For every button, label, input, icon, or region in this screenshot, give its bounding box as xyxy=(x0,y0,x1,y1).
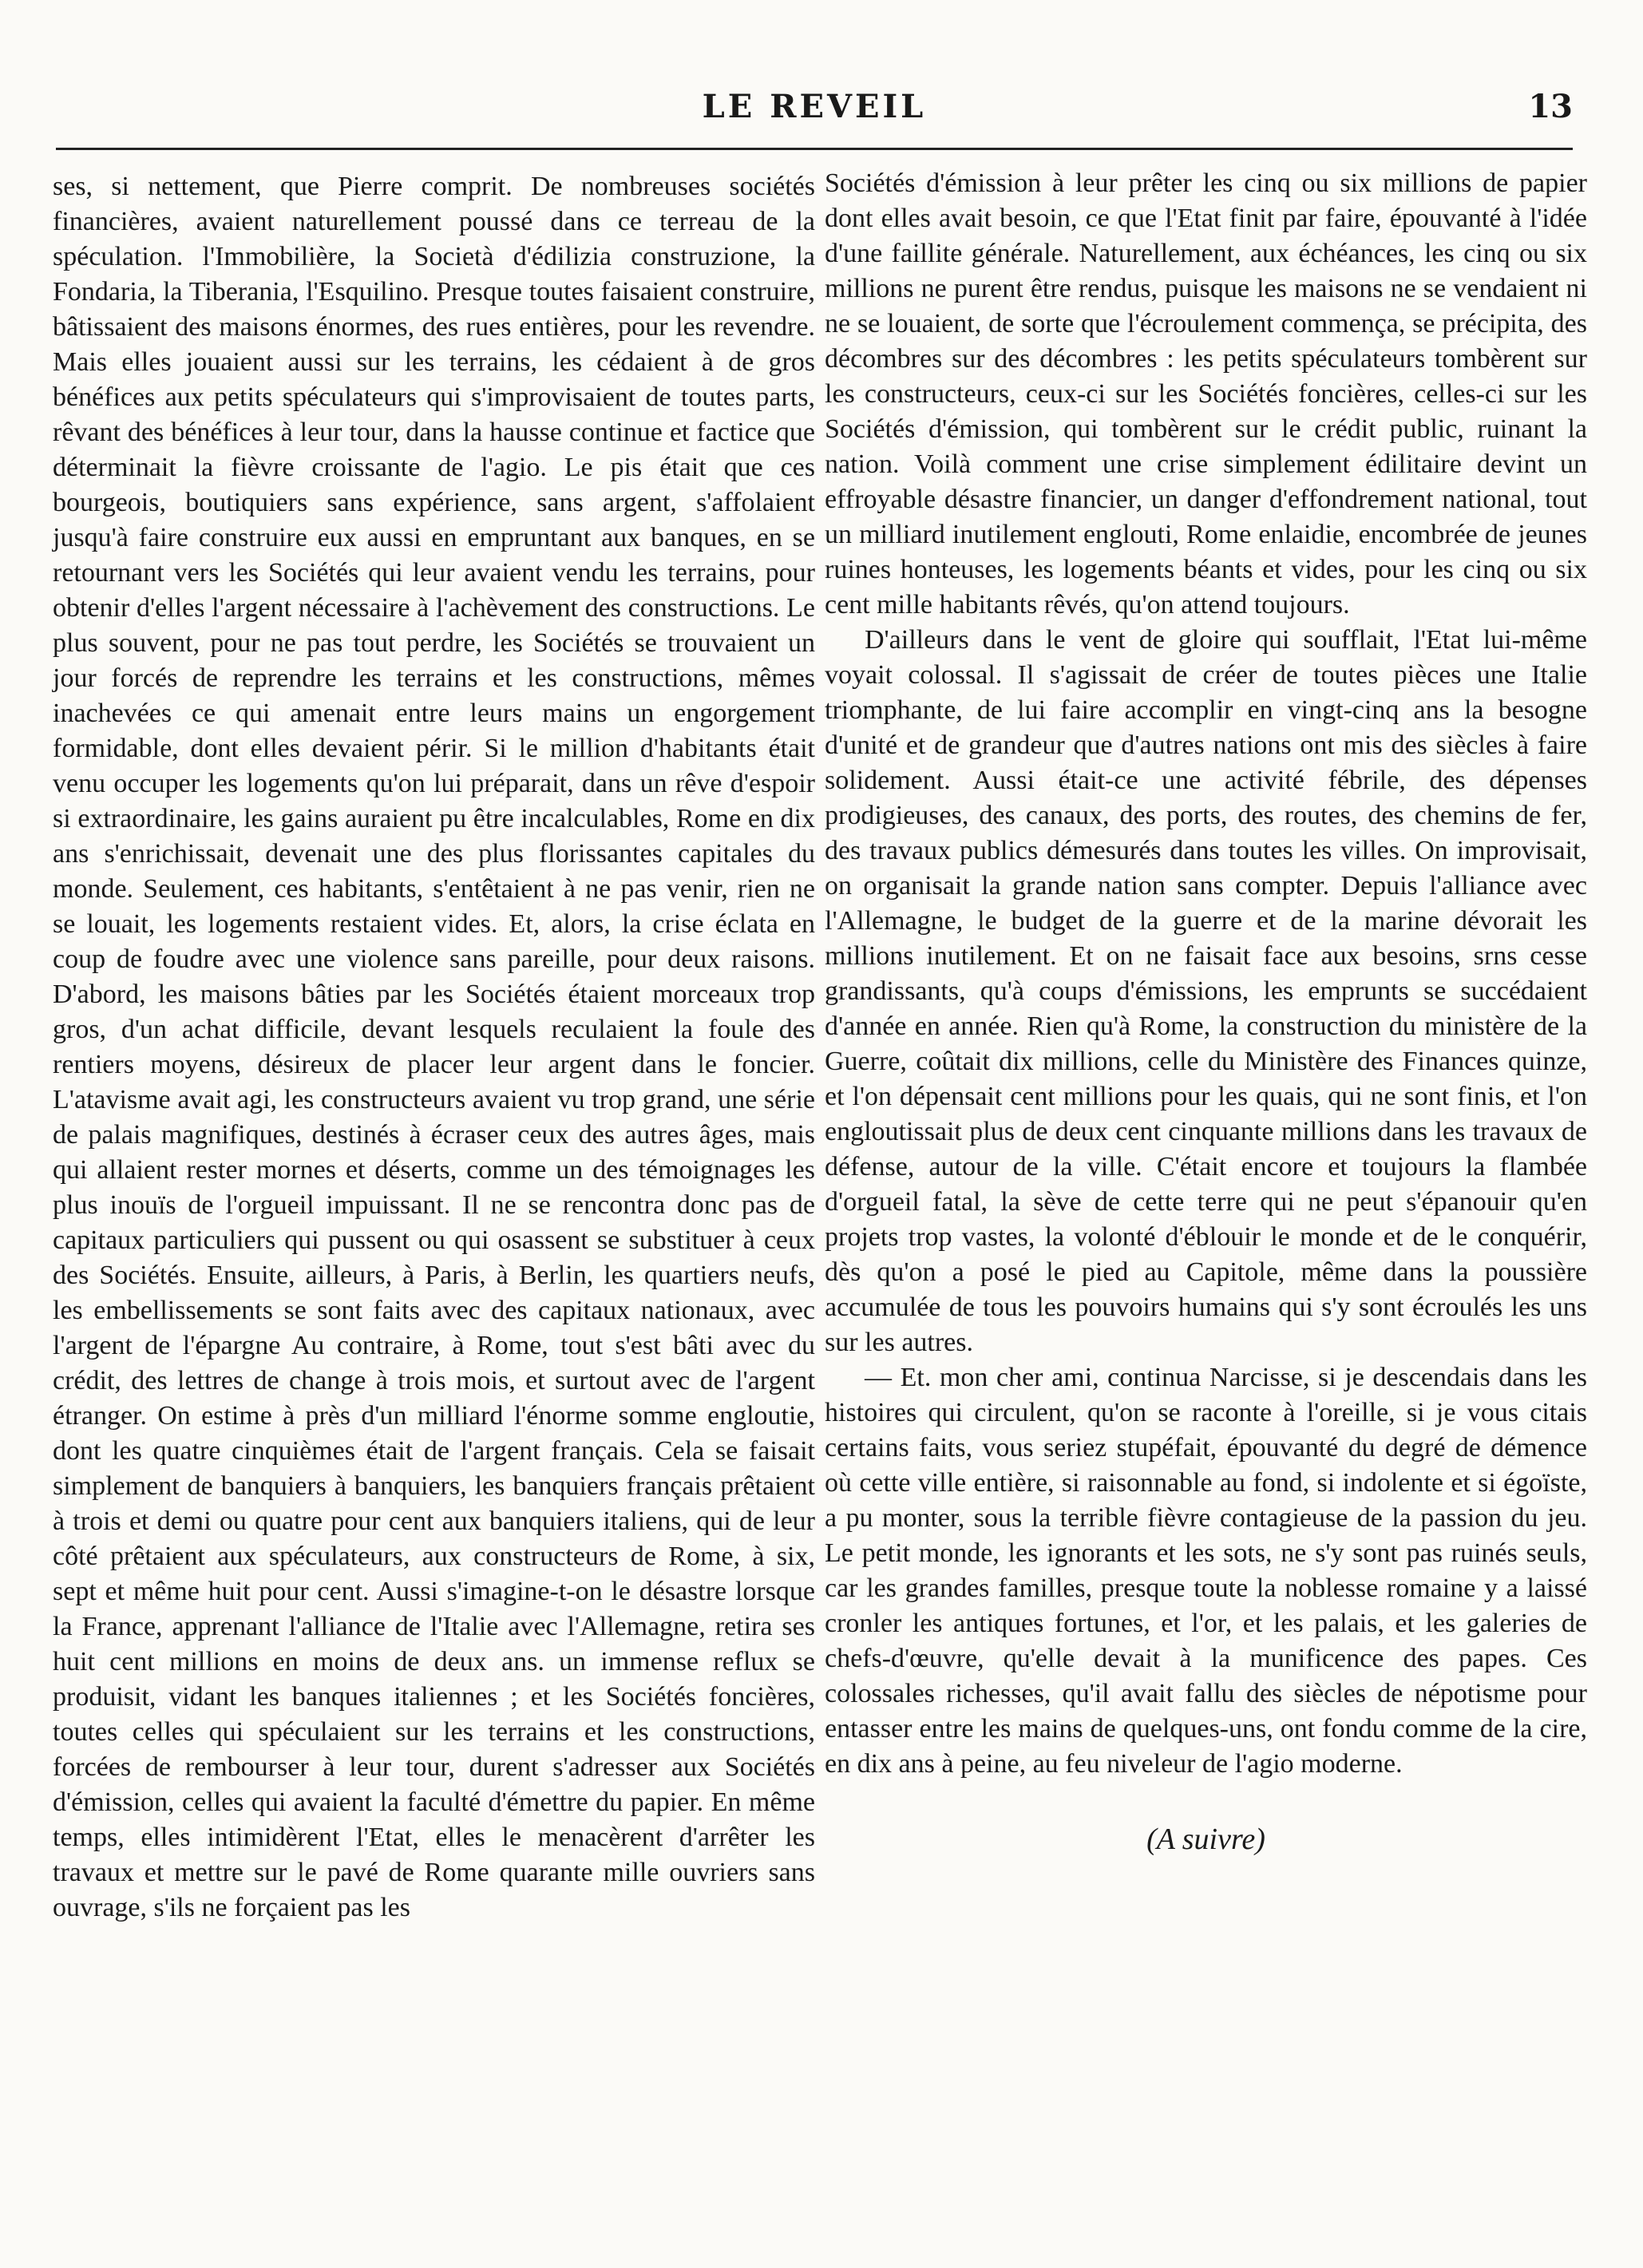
paragraph: Sociétés d'émission à leur prêter les cinq ou six millions de papier dont elles avait besoin, ce que l'Etat finit par faire, épouvanté à l'idée d'une faillite générale. Naturellement, aux échéances, les cinq ou six millions ne purent être rendus, puisque les maisons ne se vendaient ni ne se louaient, de sorte que l'écroulement commença, se précipita, des décombres sur des décombres : les petits spéculateurs tombèrent sur les constructeurs, ceux-ci sur les Sociétés foncières, celles-ci sur les Sociétés d'émission, qui tombèrent sur le crédit public, ruinant la nation. Voilà comment une crise simplement édilitaire devint un effroyable désastre financier, un danger d'effondrement national, tout un milliard inutilement englouti, Rome enlaidie, encombrée de jeunes ruines honteuses, les logements béants et vides, pour les cinq ou six cent mille habitants rêvés, qu'on attend toujours. xyxy=(825,168,1587,619)
text-column-right xyxy=(825,166,1587,1857)
page-header xyxy=(56,88,1573,145)
paragraph: ses, si nettement, que Pierre comprit. De nombreuses sociétés financières, avaient naturellement poussé dans ce terreau de la spéculation. l'Immobilière, la Società d'édilizia construzione, la Fondaria, la Tiberania, l'Esquilino. Presque toutes faisaient construire, bâtissaient des maisons énormes, des rues entières, pour les revendre. Mais elles jouaient aussi sur les terrains, les cédaient à de gros bénéfices aux petits spéculateurs qui s'improvisaient de toutes parts, rêvant des bénéfices à leur tour, dans la hausse continue et factice que déterminait la fièvre croissante de l'agio. Le pis était que ces bourgeois, boutiquiers sans expérience, sans argent, s'affolaient jusqu'à faire construire eux aussi en empruntant aux banques, en se retournant vers les Sociétés qui leur avaient vendu les terrains, pour obtenir d'elles l'argent nécessaire à l'achèvement des constructions. Le plus souvent, pour ne pas tout perdre, les Sociétés se trouvaient un jour forcés de reprendre les terrains et les constructions, mêmes inachevées ce qui amenait entre leurs mains un engorgement formidable, dont elles devaient périr. Si le million d'habitants était venu occuper les logements qu'on lui préparait, dans un rêve d'espoir si extraordinaire, les gains auraient pu être incalculables, Rome en dix ans s'enrichissait, devenait une des plus florissantes capitales du monde. Seulement, ces habitants, s'entêtaient à ne pas venir, rien ne se louait, les logements restaient vides. Et, alors, la crise éclata en coup de foudre avec une violence sans pareille, pour deux raisons. D'abord, les maisons bâties par les Sociétés étaient morceaux trop gros, d'un achat difficile, devant lesquels reculaient la foule des rentiers moyens, désireux de placer leur argent dans le foncier. L'atavisme avait agi, les constructeurs avaient vu trop grand, une série de palais magnifiques, destinés à écraser ceux des autres âges, mais qui allaient rester mornes et déserts, comme un des témoignages les plus inouïs de l'orgueil impuissant. Il ne se rencontra donc pas de capitaux particuliers qui pussent ou qui osassent se substituer à ceux des Sociétés. Ensuite, ailleurs, à Paris, à Berlin, les quartiers neufs, les embellissements se sont faits avec des capitaux nationaux, avec l'argent de l'épargne Au contraire, à Rome, tout s'est bâti avec du crédit, des lettres de change à trois mois, et surtout avec de l'argent étranger. On estime à près d'un milliard l'énorme somme engloutie, dont les quatre cinquièmes était de l'argent français. Cela se faisait simplement de banquiers à banquiers, les banquiers français prêtaient à trois et demi ou quatre pour cent aux banquiers italiens, qui de leur côté prêtaient aux spéculateurs, aux constructeurs de Rome, à six, sept et même huit pour cent. Aussi s'imagine-t-on le désastre lorsque la France, apprenant l'alliance de l'Italie avec l'Allemagne, retira ses huit cent millions en moins de deux ans. un immense reflux se produisit, vidant les banques italiennes ; et les Sociétés foncières, toutes celles qui spéculaient sur les terrains et les constructions, forcées de rembourser à leur tour, durent s'adresser aux Sociétés d'émission, celles qui avaient la faculté d'émettre du papier. En même temps, elles intimidèrent l'Etat, elles le menacèrent d'arrêter les travaux et mettre sur le pavé de Rome quarante mille ouvriers sans ouvrage, s'ils ne forçaient pas les xyxy=(53,172,815,1922)
journal-title: LE REVEIL xyxy=(702,88,927,125)
continuation-note: (A suivre) xyxy=(1146,1823,1265,1856)
page-number: 13 xyxy=(1528,88,1573,125)
text-column-left xyxy=(53,169,815,1926)
paragraph: D'ailleurs dans le vent de gloire qui soufflait, l'Etat lui-même voyait colossal. Il s'agissait de créer de toutes pièces une Italie triomphante, de lui faire accomplir en vingt-cinq ans la besogne d'unité et de grandeur que d'autres nations ont mis des siècles à faire solidement. Aussi était-ce une activité fébrile, des dépenses prodigieuses, des canaux, des ports, des routes, des chemins de fer, des travaux publics démesurés dans toutes les villes. On improvisait, on organisait la grande nation sans compter. Depuis l'alliance avec l'Allemagne, le budget de la guerre et de la marine dévorait les millions inutilement. Et on ne faisait face aux besoins, srns cesse grandissants, qu'à coups d'émissions, les emprunts se succédaient d'année en année. Rien qu'à Rome, la construction du ministère de la Guerre, coûtait dix millions, celle du Ministère des Finances quinze, et l'on dépensait cent millions pour les quais, qui ne sont finis, et l'on engloutissait plus de deux cent cinquante millions dans les travaux de défense, autour de la ville. C'était encore et toujours la flambée d'orgueil fatal, la sève de cette terre qui ne peut s'épanouir qu'en projets trop vastes, la volonté d'éblouir le monde et de le conquérir, dès qu'on a posé le pied au Capitole, même dans la poussière accumulée de tous les pouvoirs humains qui s'y sont écroulés les uns sur les autres. xyxy=(825,625,1587,1357)
paragraph: — Et. mon cher ami, continua Narcisse, si je descendais dans les histoires qui circulent, qu'on se raconte à l'oreille, si je vous citais certains faits, vous seriez stupéfait, épouvanté du degré de démence où cette ville entière, si raisonnable au fond, si indolente et si égoïste, a pu monter, sous la terrible fièvre contagieuse de la passion du jeu. Le petit monde, les ignorants et les sots, ne s'y sont pas ruinés seuls, car les grandes familles, presque toute la noblesse romaine y a laissé cronler les antiques fortunes, et l'or, et les palais, et les galeries de chefs-d'œuvre, qu'elle devait à la munificence des papes. Ces colossales richesses, qu'il avait fallu des siècles de népotisme pour entasser entre les mains de quelques-uns, ont fondu comme de la cire, en dix ans à peine, au feu niveleur de l'agio moderne. xyxy=(825,1363,1587,1779)
header-rule xyxy=(56,148,1573,150)
